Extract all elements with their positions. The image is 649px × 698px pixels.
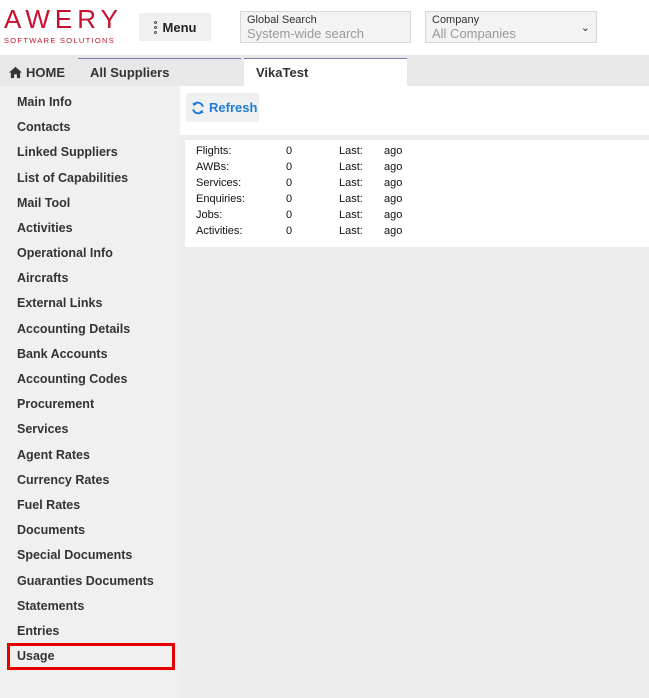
stat-count: 0 — [286, 193, 293, 205]
stat-count: 0 — [286, 177, 293, 189]
sidebar-item-activities[interactable]: Activities — [17, 221, 73, 235]
sidebar-item-accounting-details[interactable]: Accounting Details — [17, 322, 131, 336]
stat-last-label: Last: — [339, 209, 363, 221]
sidebar-item-contacts[interactable]: Contacts — [17, 120, 71, 134]
sidebar-item-mail-tool[interactable]: Mail Tool — [17, 196, 71, 210]
sidebar-item-external-links[interactable]: External Links — [17, 296, 103, 310]
menu-label: Menu — [162, 19, 197, 35]
main-content — [180, 86, 649, 698]
tab-all-suppliers-label: All Suppliers — [90, 65, 170, 80]
tab-vikatest[interactable] — [244, 58, 407, 86]
sidebar-item-guaranties-documents[interactable]: Guaranties Documents — [17, 574, 154, 588]
stat-label: Services: — [196, 177, 242, 189]
tab-home-label: HOME — [26, 64, 65, 80]
sidebar-item-currency-rates[interactable]: Currency Rates — [17, 473, 110, 487]
awery-logo[interactable] — [4, 6, 124, 48]
tab-all-suppliers[interactable] — [78, 58, 241, 86]
global-search-placeholder: System-wide search — [247, 26, 365, 41]
logo-subtitle: SOFTWARE SOLUTIONS — [4, 36, 116, 45]
company-select[interactable] — [425, 11, 597, 43]
company-value: All Companies — [432, 26, 516, 41]
global-search-input[interactable] — [240, 11, 411, 43]
logo-text: AWERY — [4, 4, 123, 34]
usage-highlight-box — [7, 643, 175, 670]
stat-count: 0 — [286, 161, 293, 173]
stat-label: Enquiries: — [196, 193, 245, 205]
sidebar-item-aircrafts[interactable]: Aircrafts — [17, 271, 69, 285]
stat-last-label: Last: — [339, 145, 363, 157]
sidebar-item-accounting-codes[interactable]: Accounting Codes — [17, 372, 128, 386]
company-label: Company — [432, 14, 480, 26]
stat-ago: ago — [384, 193, 403, 205]
sidebar-item-main-info[interactable]: Main Info — [17, 95, 72, 109]
stat-last-label: Last: — [339, 225, 363, 237]
stat-count: 0 — [286, 225, 293, 237]
sidebar-item-list-of-capabilities[interactable]: List of Capabilities — [17, 171, 129, 185]
tab-home[interactable] — [8, 58, 65, 86]
sidebar-item-documents[interactable]: Documents — [17, 523, 86, 537]
refresh-icon — [191, 101, 205, 115]
stat-ago: ago — [384, 161, 403, 173]
stat-ago: ago — [384, 145, 403, 157]
sidebar-item-bank-accounts[interactable]: Bank Accounts — [17, 347, 108, 361]
stat-label: AWBs: — [196, 161, 230, 173]
sidebar-item-agent-rates[interactable]: Agent Rates — [17, 448, 90, 462]
refresh-button[interactable] — [186, 93, 259, 122]
refresh-label: Refresh — [209, 100, 258, 115]
sidebar-item-linked-suppliers[interactable]: Linked Suppliers — [17, 145, 118, 159]
usage-stats-panel — [185, 140, 649, 247]
kebab-icon — [154, 21, 157, 34]
menu-button[interactable] — [139, 13, 211, 41]
stat-ago: ago — [384, 225, 403, 237]
stat-last-label: Last: — [339, 161, 363, 173]
tab-bar — [0, 55, 649, 86]
sidebar-item-statements[interactable]: Statements — [17, 599, 85, 613]
sidebar-item-operational-info[interactable]: Operational Info — [17, 246, 113, 260]
home-icon — [8, 66, 23, 79]
sidebar-item-fuel-rates[interactable]: Fuel Rates — [17, 498, 81, 512]
stat-last-label: Last: — [339, 193, 363, 205]
stat-label: Jobs: — [196, 209, 223, 221]
chevron-down-icon: ⌄ — [580, 22, 590, 34]
stat-ago: ago — [384, 209, 403, 221]
stat-count: 0 — [286, 209, 293, 221]
stat-ago: ago — [384, 177, 403, 189]
stat-last-label: Last: — [339, 177, 363, 189]
sidebar — [0, 86, 180, 698]
app-header — [0, 0, 649, 55]
toolbar — [180, 86, 649, 135]
global-search-label: Global Search — [247, 14, 317, 26]
sidebar-item-entries[interactable]: Entries — [17, 624, 60, 638]
stat-count: 0 — [286, 145, 293, 157]
tab-vikatest-label: VikaTest — [256, 65, 309, 80]
stat-label: Flights: — [196, 145, 232, 157]
stat-label: Activities: — [196, 225, 243, 237]
sidebar-item-usage[interactable]: Usage — [17, 649, 55, 663]
sidebar-item-procurement[interactable]: Procurement — [17, 397, 95, 411]
sidebar-item-services[interactable]: Services — [17, 422, 69, 436]
sidebar-item-special-documents[interactable]: Special Documents — [17, 548, 133, 562]
